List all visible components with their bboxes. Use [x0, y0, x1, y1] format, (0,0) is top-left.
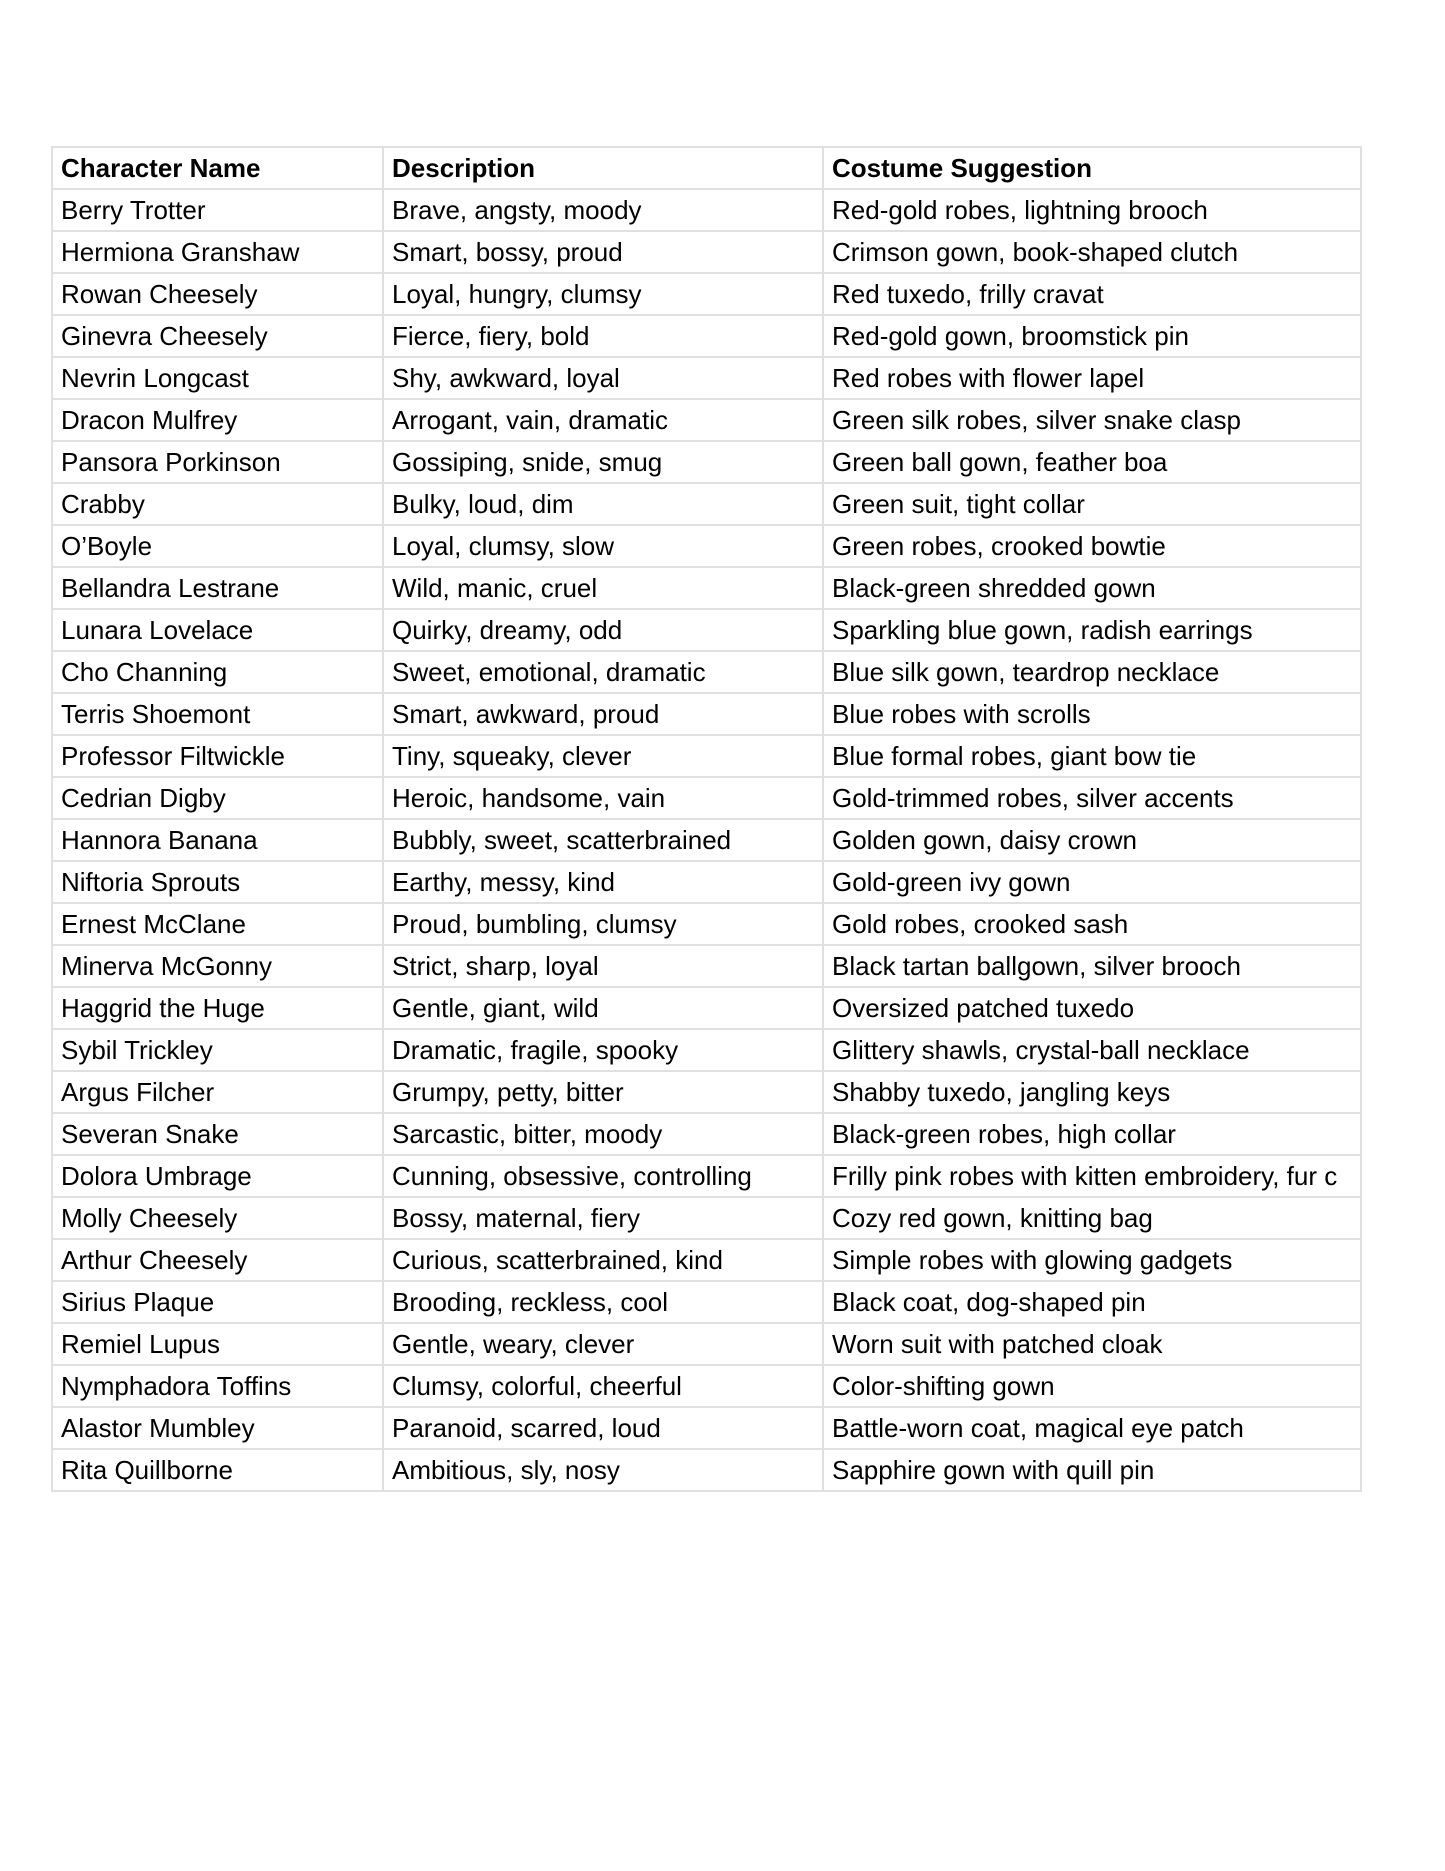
cell-costume-suggestion: Sapphire gown with quill pin — [823, 1449, 1361, 1491]
header-row — [52, 147, 1361, 189]
table-body — [52, 189, 1361, 1491]
cell-character-name: Lunara Lovelace — [52, 609, 383, 651]
cell-character-name: Rowan Cheesely — [52, 273, 383, 315]
cell-character-name: Rita Quillborne — [52, 1449, 383, 1491]
table-row — [52, 945, 1361, 987]
cell-character-name: Cho Channing — [52, 651, 383, 693]
cell-description: Brave, angsty, moody — [383, 189, 823, 231]
table-row — [52, 1323, 1361, 1365]
cell-character-name: O’Boyle — [52, 525, 383, 567]
cell-character-name: Sirius Plaque — [52, 1281, 383, 1323]
cell-description: Arrogant, vain, dramatic — [383, 399, 823, 441]
cell-costume-suggestion: Gold robes, crooked sash — [823, 903, 1361, 945]
cell-costume-suggestion: Blue robes with scrolls — [823, 693, 1361, 735]
cell-character-name: Molly Cheesely — [52, 1197, 383, 1239]
cell-description: Bubbly, sweet, scatterbrained — [383, 819, 823, 861]
cell-character-name: Nevrin Longcast — [52, 357, 383, 399]
cell-character-name: Professor Filtwickle — [52, 735, 383, 777]
cell-character-name: Hermiona Granshaw — [52, 231, 383, 273]
cell-description: Tiny, squeaky, clever — [383, 735, 823, 777]
cell-description: Curious, scatterbrained, kind — [383, 1239, 823, 1281]
cell-costume-suggestion: Black-green robes, high collar — [823, 1113, 1361, 1155]
cell-description: Brooding, reckless, cool — [383, 1281, 823, 1323]
cell-costume-suggestion: Color-shifting gown — [823, 1365, 1361, 1407]
cell-character-name: Hannora Banana — [52, 819, 383, 861]
cell-character-name: Arthur Cheesely — [52, 1239, 383, 1281]
cell-description: Heroic, handsome, vain — [383, 777, 823, 819]
cell-costume-suggestion: Black-green shredded gown — [823, 567, 1361, 609]
cell-description: Loyal, hungry, clumsy — [383, 273, 823, 315]
cell-character-name: Berry Trotter — [52, 189, 383, 231]
cell-costume-suggestion: Frilly pink robes with kitten embroidery, fur c — [823, 1155, 1361, 1197]
cell-description: Smart, awkward, proud — [383, 693, 823, 735]
table-row — [52, 819, 1361, 861]
cell-costume-suggestion: Green ball gown, feather boa — [823, 441, 1361, 483]
table-row — [52, 1281, 1361, 1323]
cell-description: Grumpy, petty, bitter — [383, 1071, 823, 1113]
cell-description: Loyal, clumsy, slow — [383, 525, 823, 567]
table-row — [52, 1407, 1361, 1449]
table-row — [52, 861, 1361, 903]
cell-costume-suggestion: Shabby tuxedo, jangling keys — [823, 1071, 1361, 1113]
table-row — [52, 315, 1361, 357]
cell-costume-suggestion: Blue silk gown, teardrop necklace — [823, 651, 1361, 693]
table-row — [52, 483, 1361, 525]
table-row — [52, 231, 1361, 273]
cell-costume-suggestion: Black tartan ballgown, silver brooch — [823, 945, 1361, 987]
cell-character-name: Dolora Umbrage — [52, 1155, 383, 1197]
cell-character-name: Minerva McGonny — [52, 945, 383, 987]
table-row — [52, 1071, 1361, 1113]
cell-description: Paranoid, scarred, loud — [383, 1407, 823, 1449]
cell-costume-suggestion: Red tuxedo, frilly cravat — [823, 273, 1361, 315]
table-row — [52, 1239, 1361, 1281]
cell-costume-suggestion: Cozy red gown, knitting bag — [823, 1197, 1361, 1239]
cell-character-name: Nymphadora Toffins — [52, 1365, 383, 1407]
cell-costume-suggestion: Red-gold gown, broomstick pin — [823, 315, 1361, 357]
cell-costume-suggestion: Gold-green ivy gown — [823, 861, 1361, 903]
cell-character-name: Sybil Trickley — [52, 1029, 383, 1071]
cell-description: Fierce, fiery, bold — [383, 315, 823, 357]
cell-description: Bossy, maternal, fiery — [383, 1197, 823, 1239]
cell-character-name: Crabby — [52, 483, 383, 525]
cell-costume-suggestion: Green silk robes, silver snake clasp — [823, 399, 1361, 441]
cell-costume-suggestion: Oversized patched tuxedo — [823, 987, 1361, 1029]
cell-costume-suggestion: Glittery shawls, crystal-ball necklace — [823, 1029, 1361, 1071]
cell-character-name: Ginevra Cheesely — [52, 315, 383, 357]
cell-costume-suggestion: Red-gold robes, lightning brooch — [823, 189, 1361, 231]
cell-description: Smart, bossy, proud — [383, 231, 823, 273]
table-row — [52, 735, 1361, 777]
table-row — [52, 1155, 1361, 1197]
cell-costume-suggestion: Simple robes with glowing gadgets — [823, 1239, 1361, 1281]
cell-costume-suggestion: Sparkling blue gown, radish earrings — [823, 609, 1361, 651]
table-row — [52, 525, 1361, 567]
table-row — [52, 1449, 1361, 1491]
cell-costume-suggestion: Golden gown, daisy crown — [823, 819, 1361, 861]
cell-character-name: Argus Filcher — [52, 1071, 383, 1113]
table-row — [52, 567, 1361, 609]
cell-character-name: Remiel Lupus — [52, 1323, 383, 1365]
cell-description: Wild, manic, cruel — [383, 567, 823, 609]
table-row — [52, 1365, 1361, 1407]
cell-character-name: Niftoria Sprouts — [52, 861, 383, 903]
cell-character-name: Dracon Mulfrey — [52, 399, 383, 441]
cell-description: Sweet, emotional, dramatic — [383, 651, 823, 693]
cell-character-name: Ernest McClane — [52, 903, 383, 945]
cell-description: Dramatic, fragile, spooky — [383, 1029, 823, 1071]
cell-description: Gossiping, snide, smug — [383, 441, 823, 483]
cell-description: Clumsy, colorful, cheerful — [383, 1365, 823, 1407]
cell-description: Cunning, obsessive, controlling — [383, 1155, 823, 1197]
table-row — [52, 1029, 1361, 1071]
cell-character-name: Cedrian Digby — [52, 777, 383, 819]
table-row — [52, 189, 1361, 231]
cell-description: Sarcastic, bitter, moody — [383, 1113, 823, 1155]
cell-costume-suggestion: Black coat, dog-shaped pin — [823, 1281, 1361, 1323]
cell-costume-suggestion: Green robes, crooked bowtie — [823, 525, 1361, 567]
table-row — [52, 693, 1361, 735]
table-row — [52, 1197, 1361, 1239]
cell-description: Strict, sharp, loyal — [383, 945, 823, 987]
table-row — [52, 903, 1361, 945]
cell-character-name: Severan Snake — [52, 1113, 383, 1155]
cell-description: Earthy, messy, kind — [383, 861, 823, 903]
cell-costume-suggestion: Red robes with flower lapel — [823, 357, 1361, 399]
table-row — [52, 609, 1361, 651]
cell-costume-suggestion: Crimson gown, book-shaped clutch — [823, 231, 1361, 273]
cell-description: Gentle, weary, clever — [383, 1323, 823, 1365]
table-row — [52, 357, 1361, 399]
cell-character-name: Bellandra Lestrane — [52, 567, 383, 609]
table-row — [52, 987, 1361, 1029]
table-row — [52, 1113, 1361, 1155]
cell-description: Bulky, loud, dim — [383, 483, 823, 525]
table-row — [52, 441, 1361, 483]
cell-description: Shy, awkward, loyal — [383, 357, 823, 399]
cell-character-name: Haggrid the Huge — [52, 987, 383, 1029]
cell-costume-suggestion: Green suit, tight collar — [823, 483, 1361, 525]
cell-character-name: Terris Shoemont — [52, 693, 383, 735]
cell-costume-suggestion: Worn suit with patched cloak — [823, 1323, 1361, 1365]
cell-description: Gentle, giant, wild — [383, 987, 823, 1029]
cell-costume-suggestion: Battle-worn coat, magical eye patch — [823, 1407, 1361, 1449]
cell-character-name: Pansora Porkinson — [52, 441, 383, 483]
character-costume-table — [51, 146, 1362, 1492]
header-description: Description — [383, 147, 823, 189]
cell-description: Proud, bumbling, clumsy — [383, 903, 823, 945]
cell-costume-suggestion: Gold-trimmed robes, silver accents — [823, 777, 1361, 819]
cell-character-name: Alastor Mumbley — [52, 1407, 383, 1449]
table-row — [52, 399, 1361, 441]
table-row — [52, 777, 1361, 819]
cell-description: Quirky, dreamy, odd — [383, 609, 823, 651]
cell-description: Ambitious, sly, nosy — [383, 1449, 823, 1491]
table-row — [52, 651, 1361, 693]
header-character-name: Character Name — [52, 147, 383, 189]
header-costume-suggestion: Costume Suggestion — [823, 147, 1361, 189]
cell-costume-suggestion: Blue formal robes, giant bow tie — [823, 735, 1361, 777]
table-row — [52, 273, 1361, 315]
